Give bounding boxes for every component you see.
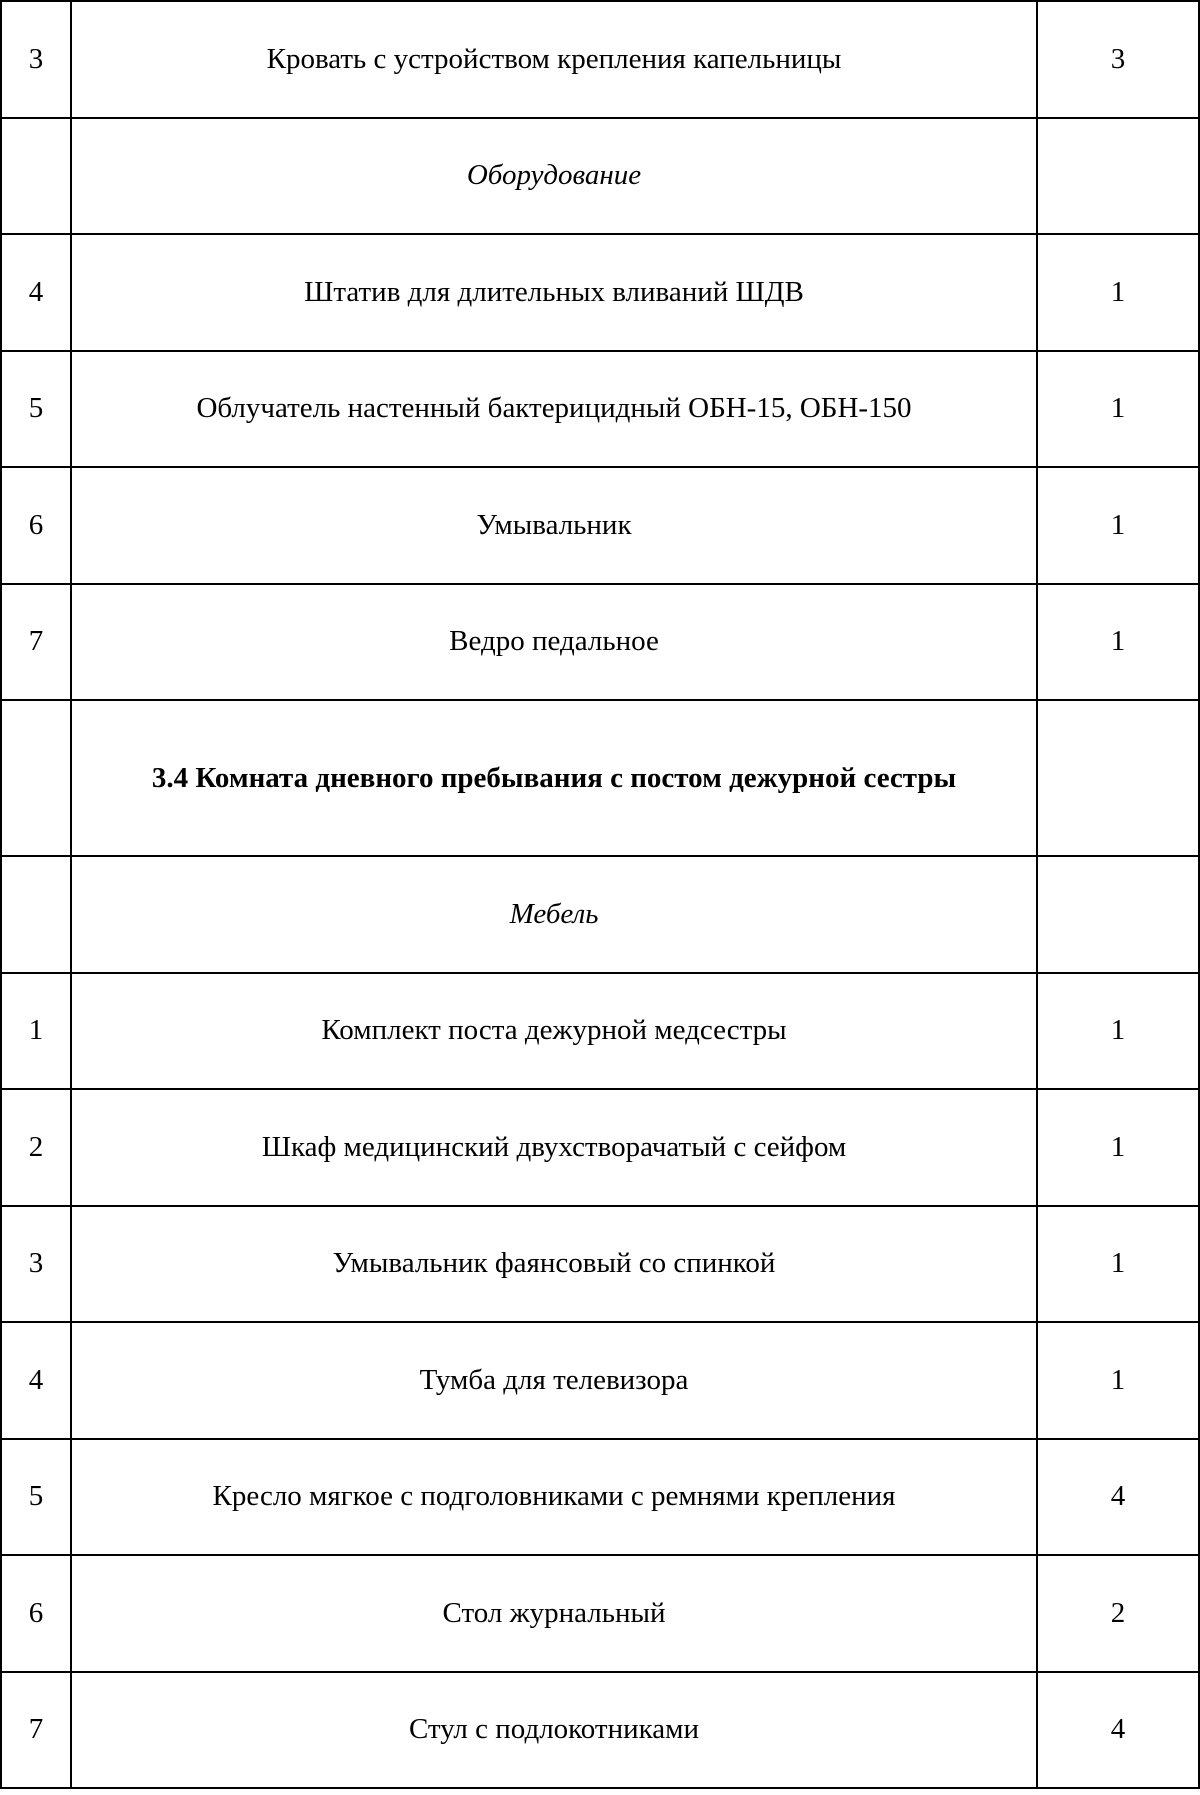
- section-subheading-row: [1, 856, 1199, 973]
- item-name: Облучатель настенный бактерицидный ОБН-15, ОБН-150: [71, 351, 1037, 468]
- table-row: [1, 1439, 1199, 1556]
- item-number: 4: [1, 234, 71, 351]
- item-name: Умывальник: [71, 467, 1037, 584]
- item-quantity: 1: [1037, 351, 1199, 468]
- item-number: 5: [1, 351, 71, 468]
- table-row: [1, 1, 1199, 118]
- item-quantity: 1: [1037, 973, 1199, 1090]
- section-heading: 3.4 Комната дневного пребывания с постом дежурной сестры: [71, 700, 1037, 856]
- item-number: 1: [1, 973, 71, 1090]
- item-quantity: 1: [1037, 1206, 1199, 1323]
- item-number: 6: [1, 467, 71, 584]
- item-number: 7: [1, 1672, 71, 1789]
- item-name: Шкаф медицинский двухстворачатый с сейфом: [71, 1089, 1037, 1206]
- item-name: Кресло мягкое с подголовниками с ремнями крепления: [71, 1439, 1037, 1556]
- item-number: 3: [1, 1206, 71, 1323]
- item-name: Комплект поста дежурной медсестры: [71, 973, 1037, 1090]
- table-row: [1, 351, 1199, 468]
- item-name: Кровать с устройством крепления капельницы: [71, 1, 1037, 118]
- table-row: [1, 1672, 1199, 1789]
- item-name: Умывальник фаянсовый со спинкой: [71, 1206, 1037, 1323]
- table-row: [1, 234, 1199, 351]
- item-name: Тумба для телевизора: [71, 1322, 1037, 1439]
- item-number: 6: [1, 1555, 71, 1672]
- item-number: [1, 700, 71, 856]
- item-name: Ведро педальное: [71, 584, 1037, 701]
- section-subheading-row: [1, 118, 1199, 235]
- item-quantity: 1: [1037, 1322, 1199, 1439]
- item-name: Стул с подлокотниками: [71, 1672, 1037, 1789]
- item-number: 2: [1, 1089, 71, 1206]
- item-quantity: [1037, 118, 1199, 235]
- item-quantity: [1037, 856, 1199, 973]
- section-subheading: Мебель: [71, 856, 1037, 973]
- item-quantity: 2: [1037, 1555, 1199, 1672]
- item-quantity: 4: [1037, 1672, 1199, 1789]
- item-quantity: 4: [1037, 1439, 1199, 1556]
- table-row: [1, 584, 1199, 701]
- item-quantity: 3: [1037, 1, 1199, 118]
- item-number: 7: [1, 584, 71, 701]
- table-row: [1, 1555, 1199, 1672]
- table-row: [1, 1206, 1199, 1323]
- item-quantity: 1: [1037, 584, 1199, 701]
- table-row: [1, 467, 1199, 584]
- table-row: [1, 973, 1199, 1090]
- item-number: [1, 856, 71, 973]
- section-heading-row: [1, 700, 1199, 856]
- item-number: 5: [1, 1439, 71, 1556]
- item-quantity: 1: [1037, 1089, 1199, 1206]
- item-quantity: 1: [1037, 234, 1199, 351]
- item-name: Штатив для длительных вливаний ШДВ: [71, 234, 1037, 351]
- item-name: Стол журнальный: [71, 1555, 1037, 1672]
- item-quantity: [1037, 700, 1199, 856]
- table-row: [1, 1322, 1199, 1439]
- item-quantity: 1: [1037, 467, 1199, 584]
- item-number: 3: [1, 1, 71, 118]
- item-number: 4: [1, 1322, 71, 1439]
- item-number: [1, 118, 71, 235]
- table-row: [1, 1089, 1199, 1206]
- section-subheading: Оборудование: [71, 118, 1037, 235]
